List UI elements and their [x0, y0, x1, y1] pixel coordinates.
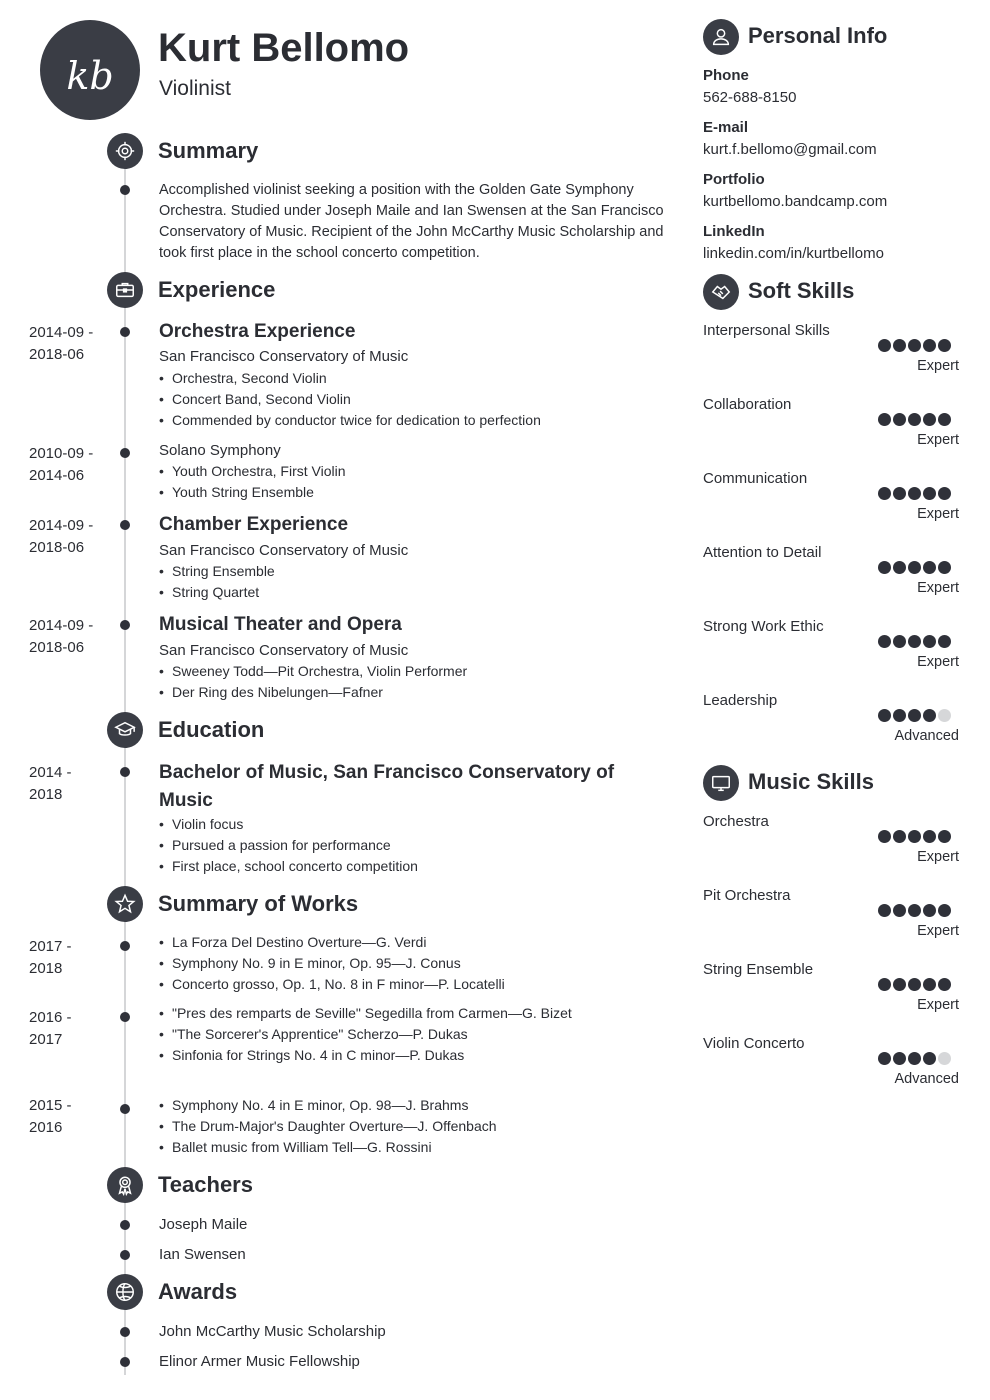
award-item: John McCarthy Music Scholarship [159, 1323, 386, 1340]
rating-dot [908, 978, 921, 991]
skill-name: String Ensemble [703, 961, 814, 978]
rating-dot [893, 487, 906, 500]
summary-text [159, 180, 664, 264]
list-item: • Sinfonia for Strings No. 4 in C minor—P. Dukas [159, 1045, 464, 1066]
job-org: Solano Symphony [159, 442, 281, 459]
award-item: Elinor Armer Music Fellowship [159, 1353, 360, 1370]
soft-skills-title: Soft Skills [748, 278, 855, 303]
timeline-dot [120, 1104, 130, 1114]
date-end: 2018-06 [29, 539, 85, 556]
rating-dot [938, 904, 951, 917]
entry-date [29, 936, 119, 980]
rating-dot [878, 904, 891, 917]
entry-date [29, 515, 119, 559]
skill-rating [878, 339, 951, 352]
list-item: • Concerto grosso, Op. 1, No. 8 in F minor—P. Locatelli [159, 974, 505, 995]
timeline-dot [120, 327, 130, 337]
rating-dot [938, 413, 951, 426]
list-item: • String Ensemble [159, 561, 275, 582]
skill-level: Expert [917, 432, 959, 448]
job-org: San Francisco Conservatory of Music [159, 542, 409, 559]
awards-title: Awards [158, 1279, 238, 1304]
rating-dot [878, 635, 891, 648]
briefcase-icon [107, 272, 143, 308]
date-end: 2017 [29, 1031, 63, 1048]
skill-name: Interpersonal Skills [703, 322, 830, 339]
degree-title-line: Music [159, 790, 213, 811]
timeline-dot [120, 520, 130, 530]
linkedin-value[interactable]: linkedin.com/in/kurtbellomo [703, 245, 884, 262]
linkedin-label: LinkedIn [703, 223, 765, 240]
summary-line: Orchestra. Studied under Joseph Maile and Ian Swensen at the San Francisco [159, 203, 664, 219]
job-title: Musical Theater and Opera [159, 614, 402, 635]
skill-level: Advanced [894, 728, 959, 744]
timeline-dot [120, 1220, 130, 1230]
music-skills-title: Music Skills [748, 769, 874, 794]
degree-title-line: Bachelor of Music, San Francisco Conservatory of [159, 762, 615, 783]
rating-dot [923, 830, 936, 843]
list-item: • Sweeney Todd—Pit Orchestra, Violin Performer [159, 661, 467, 682]
skill-level: Expert [917, 580, 959, 596]
education-title: Education [158, 717, 265, 742]
teacher-item: Ian Swensen [159, 1246, 246, 1263]
job-title: Chamber Experience [159, 514, 349, 535]
rating-dot [878, 561, 891, 574]
skill-rating [878, 904, 951, 917]
star-icon [107, 886, 143, 922]
phone-value: 562-688-8150 [703, 89, 797, 106]
list-item: • String Quartet [159, 582, 259, 603]
entry-date [29, 762, 119, 806]
summary-title: Summary [158, 138, 259, 163]
rating-dot [923, 635, 936, 648]
rating-dot [893, 339, 906, 352]
email-label: E-mail [703, 119, 749, 136]
skill-rating [878, 978, 951, 991]
rating-dot [938, 978, 951, 991]
skill-level: Expert [917, 849, 959, 865]
timeline-dot [120, 620, 130, 630]
job-title: Orchestra Experience [159, 321, 356, 342]
rating-dot [878, 709, 891, 722]
list-item: • Ballet music from William Tell—G. Rossini [159, 1137, 432, 1158]
date-end: 2018-06 [29, 346, 85, 363]
entry-date [29, 443, 119, 487]
skill-level: Advanced [894, 1071, 959, 1087]
portfolio-value[interactable]: kurtbellomo.bandcamp.com [703, 193, 888, 210]
skill-level: Expert [917, 654, 959, 670]
rating-dot [908, 1052, 921, 1065]
rating-dot [908, 487, 921, 500]
rating-dot [893, 635, 906, 648]
date-start: 2014-09 - [29, 617, 94, 634]
rating-dot [938, 709, 951, 722]
skill-name: Leadership [703, 692, 778, 709]
rating-dot [893, 978, 906, 991]
experience-title: Experience [158, 277, 276, 302]
date-start: 2015 - [29, 1097, 72, 1114]
skill-name: Communication [703, 470, 808, 487]
entry-date [29, 1095, 119, 1139]
rating-dot [893, 709, 906, 722]
skill-level: Expert [917, 997, 959, 1013]
rating-dot [938, 487, 951, 500]
rating-dot [938, 561, 951, 574]
skill-name: Strong Work Ethic [703, 618, 824, 635]
list-item: • Commended by conductor twice for dedication to perfection [159, 410, 541, 431]
candidate-name: Kurt Bellomo [158, 26, 410, 70]
date-start: 2010-09 - [29, 445, 94, 462]
target-icon [107, 133, 143, 169]
avatar [40, 20, 140, 120]
date-start: 2014 - [29, 764, 72, 781]
rating-dot [923, 339, 936, 352]
skill-level: Expert [917, 358, 959, 374]
list-item: • Der Ring des Nibelungen—Fafner [159, 682, 383, 703]
skill-name: Orchestra [703, 813, 769, 830]
skill-level: Expert [917, 506, 959, 522]
rating-dot [908, 904, 921, 917]
summary-line: Conservatory of Music. Recipient of the John McCarthy Music Scholarship and [159, 224, 664, 240]
rating-dot [938, 830, 951, 843]
timeline-dot [120, 1250, 130, 1260]
summary-line: took first place in the school concerto competition. [159, 245, 480, 261]
timeline-dot [120, 767, 130, 777]
date-start: 2016 - [29, 1009, 72, 1026]
list-item: • Orchestra, Second Violin [159, 368, 327, 389]
timeline-dot [120, 448, 130, 458]
ribbon-icon [107, 1167, 143, 1203]
date-end: 2018 [29, 786, 63, 803]
skill-rating [878, 1052, 951, 1065]
rating-dot [908, 339, 921, 352]
skill-name: Attention to Detail [703, 544, 822, 561]
rating-dot [893, 904, 906, 917]
candidate-role: Violinist [159, 77, 231, 100]
user-icon [703, 19, 739, 55]
list-item: • "Pres des remparts de Seville" Segedilla from Carmen—G. Bizet [159, 1003, 572, 1024]
degree-title [159, 759, 614, 815]
rating-dot [893, 561, 906, 574]
list-item: • Symphony No. 9 in E minor, Op. 95—J. Conus [159, 953, 461, 974]
entry-date [29, 615, 119, 659]
skill-rating [878, 413, 951, 426]
timeline-dot [120, 185, 130, 195]
list-item: • Symphony No. 4 in E minor, Op. 98—J. Brahms [159, 1095, 468, 1116]
portfolio-label: Portfolio [703, 171, 765, 188]
date-start: 2014-09 - [29, 324, 94, 341]
timeline-dot [120, 1357, 130, 1367]
rating-dot [893, 830, 906, 843]
rating-dot [908, 709, 921, 722]
list-item: • "The Sorcerer's Apprentice" Scherzo—P. Dukas [159, 1024, 468, 1045]
entry-date [29, 1007, 119, 1051]
rating-dot [878, 830, 891, 843]
email-value[interactable]: kurt.f.bellomo@gmail.com [703, 141, 877, 158]
rating-dot [923, 561, 936, 574]
rating-dot [878, 339, 891, 352]
entry-date [29, 322, 119, 366]
phone-label: Phone [703, 67, 749, 84]
rating-dot [878, 413, 891, 426]
date-end: 2016 [29, 1119, 63, 1136]
rating-dot [893, 413, 906, 426]
timeline-dot [120, 1327, 130, 1337]
monitor-icon [703, 765, 739, 801]
date-end: 2018-06 [29, 639, 85, 656]
rating-dot [938, 339, 951, 352]
list-item: • La Forza Del Destino Overture—G. Verdi [159, 932, 426, 953]
skill-rating [878, 561, 951, 574]
rating-dot [878, 1052, 891, 1065]
skill-rating [878, 709, 951, 722]
list-item: • Youth Orchestra, First Violin [159, 461, 346, 482]
list-item: • The Drum-Major's Daughter Overture—J. Offenbach [159, 1116, 497, 1137]
rating-dot [923, 413, 936, 426]
basketball-icon [107, 1274, 143, 1310]
rating-dot [908, 413, 921, 426]
skill-level: Expert [917, 923, 959, 939]
rating-dot [893, 1052, 906, 1065]
date-end: 2018 [29, 960, 63, 977]
skill-rating [878, 487, 951, 500]
rating-dot [923, 1052, 936, 1065]
skill-name: Violin Concerto [703, 1035, 805, 1052]
rating-dot [923, 978, 936, 991]
list-item: • Youth String Ensemble [159, 482, 314, 503]
rating-dot [923, 487, 936, 500]
rating-dot [908, 635, 921, 648]
rating-dot [923, 709, 936, 722]
graduation-cap-icon [107, 712, 143, 748]
rating-dot [908, 830, 921, 843]
rating-dot [878, 487, 891, 500]
skill-name: Collaboration [703, 396, 792, 413]
teachers-title: Teachers [158, 1172, 253, 1197]
list-item: • Violin focus [159, 814, 243, 835]
date-end: 2014-06 [29, 467, 85, 484]
rating-dot [908, 561, 921, 574]
job-org: San Francisco Conservatory of Music [159, 348, 409, 365]
rating-dot [878, 978, 891, 991]
rating-dot [923, 904, 936, 917]
avatar-initials: kb [66, 54, 114, 98]
timeline-dot [120, 1012, 130, 1022]
list-item: • Pursued a passion for performance [159, 835, 391, 856]
list-item: • Concert Band, Second Violin [159, 389, 351, 410]
date-start: 2014-09 - [29, 517, 94, 534]
works-title: Summary of Works [158, 891, 359, 916]
job-org: San Francisco Conservatory of Music [159, 642, 409, 659]
handshake-icon [703, 274, 739, 310]
list-item: • First place, school concerto competition [159, 856, 418, 877]
timeline-dot [120, 941, 130, 951]
summary-line: Accomplished violinist seeking a position with the Golden Gate Symphony [159, 182, 634, 198]
rating-dot [938, 1052, 951, 1065]
skill-rating [878, 830, 951, 843]
skill-name: Pit Orchestra [703, 887, 791, 904]
date-start: 2017 - [29, 938, 72, 955]
teacher-item: Joseph Maile [159, 1216, 248, 1233]
rating-dot [938, 635, 951, 648]
personal-info-title: Personal Info [748, 23, 888, 48]
skill-rating [878, 635, 951, 648]
